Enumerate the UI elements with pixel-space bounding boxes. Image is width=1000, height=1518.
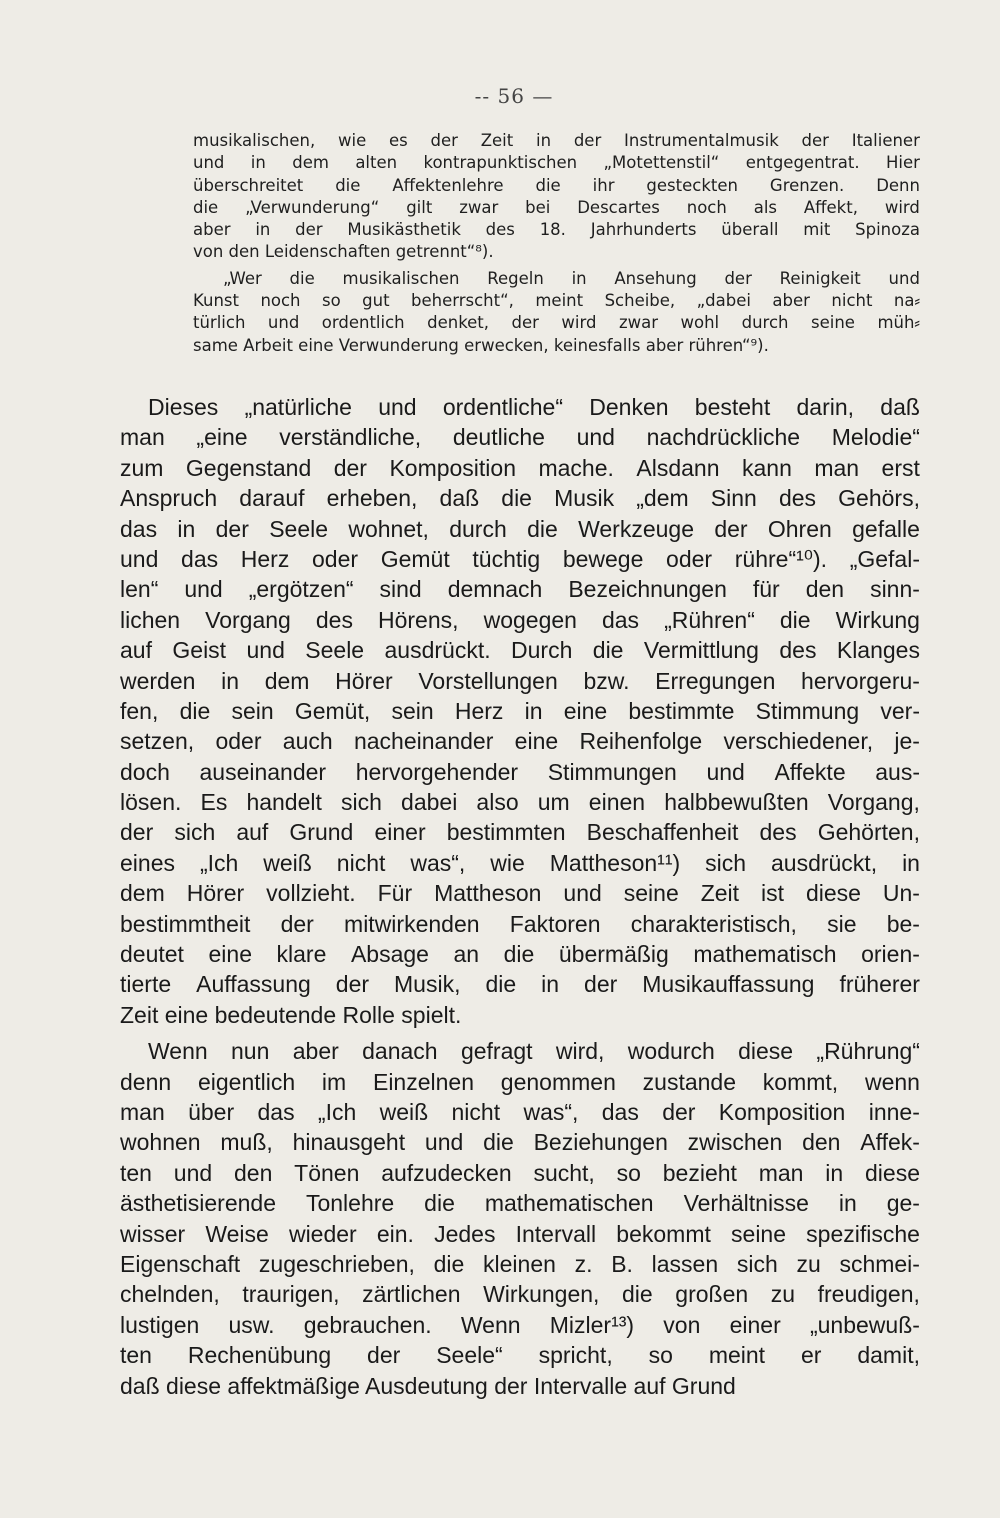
text-line: same Arbeit eine Verwunderung erwecken, keinesfalls aber rühren“⁹). <box>193 335 769 355</box>
text-line: lustigen usw. gebrauchen. Wenn Mizler¹³) von einer „unbewuß- <box>120 1311 920 1338</box>
text-line: von den Leidenschaften getrennt“⁸). <box>193 242 494 262</box>
page-number: -- 56 — <box>474 84 554 108</box>
text-line: man über das „Ich weiß nicht was“, das der Komposition inne- <box>120 1098 920 1125</box>
text-line: chelnden, traurigen, zärtlichen Wirkungen, die großen zu freudigen, <box>120 1281 920 1308</box>
text-line: und in dem alten kontrapunktischen „Motettenstil“ entgegentrat. Hier <box>193 153 920 173</box>
text-line: Anspruch darauf erheben, daß die Musik „dem Sinn des Gehörs, <box>120 485 920 512</box>
text-line: eines „Ich weiß nicht was“, wie Mattheson¹¹) sich ausdrückt, in <box>120 849 920 876</box>
text-line: zum Gegenstand der Komposition mache. Alsdann kann man erst <box>120 454 920 481</box>
paragraph <box>120 392 920 1030</box>
text-line: tierte Auffassung der Musik, die in der Musikauffassung früherer <box>120 971 920 998</box>
text-line: der sich auf Grund einer bestimmten Beschaffenheit des Gehörten, <box>120 819 920 846</box>
main-text-block <box>120 392 920 1401</box>
text-line: denn eigentlich im Einzelnen genommen zustande kommt, wenn <box>120 1068 920 1095</box>
text-line: Dieses „natürliche und ordentliche“ Denken besteht darin, daß <box>148 394 920 420</box>
text-line: wohnen muß, hinausgeht und die Beziehungen zwischen den Affek- <box>120 1129 920 1156</box>
text-line: deutet eine klare Absage an die übermäßig mathematisch orien- <box>120 941 920 968</box>
text-line: len“ und „ergötzen“ sind demnach Bezeichnungen für den sinn- <box>120 576 920 603</box>
text-line: aber in der Musikästhetik des 18. Jahrhunderts überall mit Spinoza <box>193 220 920 240</box>
text-line: man „eine verständliche, deutliche und nachdrückliche Melodie“ <box>120 424 920 451</box>
paragraph <box>193 268 920 357</box>
text-line: lichen Vorgang des Hörens, wogegen das „Rühren“ die Wirkung <box>120 606 920 633</box>
text-line: fen, die sein Gemüt, sein Herz in eine bestimmte Stimmung ver- <box>120 697 920 724</box>
text-line: das in der Seele wohnet, durch die Werkzeuge der Ohren gefalle <box>120 515 920 542</box>
text-line: bestimmtheit der mitwirkenden Faktoren charakteristisch, sie be- <box>120 910 920 937</box>
text-line: Wenn nun aber danach gefragt wird, wodurch diese „Rührung“ <box>148 1038 920 1065</box>
text-line: dem Hörer vollzieht. Für Mattheson und seine Zeit ist diese Un- <box>120 880 920 907</box>
text-line: ten und den Tönen aufzudecken sucht, so bezieht man in diese <box>120 1159 920 1186</box>
text-line: setzen, oder auch nacheinander eine Reihenfolge verschiedener, je- <box>120 728 920 755</box>
text-line: auf Geist und Seele ausdrückt. Durch die Vermittlung des Klanges <box>120 637 920 664</box>
text-line: ten Rechenübung der Seele“ spricht, so meint er damit, <box>120 1342 920 1369</box>
small-print-block <box>193 130 920 357</box>
text-line: türlich und ordentlich denket, der wird zwar wohl durch seine müh⸗ <box>193 313 920 333</box>
text-line: ästhetisierende Tonlehre die mathematischen Verhältnisse in ge- <box>120 1190 920 1217</box>
text-line: Eigenschaft zugeschrieben, die kleinen z. B. lassen sich zu schmei- <box>120 1250 920 1277</box>
text-line: wisser Weise wieder ein. Jedes Intervall bekommt seine spezifische <box>120 1220 920 1247</box>
text-line: werden in dem Hörer Vorstellungen bzw. Erregungen hervorgeru- <box>120 667 920 694</box>
text-line: Zeit eine bedeutende Rolle spielt. <box>120 1001 462 1028</box>
text-line: die „Verwunderung“ gilt zwar bei Descartes noch als Affekt, wird <box>193 197 920 217</box>
paragraph <box>193 130 920 264</box>
text-line: überschreitet die Affektenlehre die ihr gesteckten Grenzen. Denn <box>193 175 920 195</box>
text-line: „Wer die musikalischen Regeln in Ansehung der Reinigkeit und <box>223 268 920 288</box>
text-line: Kunst noch so gut beherrscht“, meint Scheibe, „dabei aber nicht na⸗ <box>193 291 920 311</box>
text-line: lösen. Es handelt sich dabei also um einen halbbewußten Vorgang, <box>120 789 920 816</box>
text-line: doch auseinander hervorgehender Stimmungen und Affekte aus- <box>120 758 920 785</box>
text-line: und das Herz oder Gemüt tüchtig bewege oder rühre“¹⁰). „Gefal- <box>120 545 920 572</box>
text-line: musikalischen, wie es der Zeit in der Instrumentalmusik der Italiener <box>193 131 920 150</box>
text-line: daß diese affektmäßige Ausdeutung der Intervalle auf Grund <box>120 1372 736 1399</box>
paragraph <box>120 1036 920 1401</box>
